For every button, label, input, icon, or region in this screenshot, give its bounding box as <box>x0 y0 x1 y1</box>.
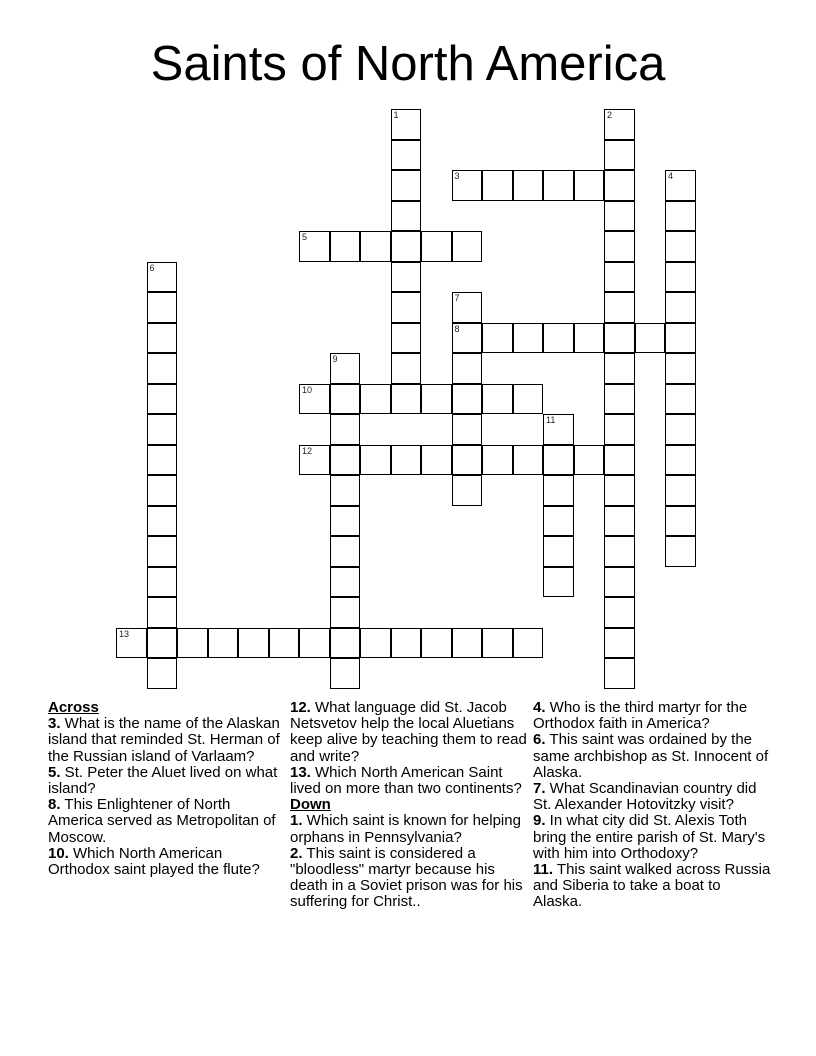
grid-cell[interactable] <box>360 384 391 415</box>
grid-cell[interactable] <box>482 628 513 659</box>
clue-number-label: 8 <box>454 323 460 334</box>
clue-across-13 <box>290 765 530 797</box>
grid-cell[interactable] <box>330 445 361 476</box>
grid-cell[interactable] <box>147 262 178 293</box>
grid-cell[interactable] <box>299 628 330 659</box>
grid-cell[interactable] <box>665 384 696 415</box>
grid-cell[interactable] <box>452 170 483 201</box>
grid-cell[interactable] <box>330 353 361 384</box>
grid-cell[interactable] <box>513 384 544 415</box>
grid-cell[interactable] <box>452 384 483 415</box>
grid-cell[interactable] <box>147 658 178 689</box>
clue-text: St. Peter the Aluet lived on what island? <box>48 763 278 798</box>
grid-cell[interactable] <box>604 231 635 262</box>
clue-text: What Scandinavian country did St. Alexander Hotovitzky visit? <box>533 780 757 814</box>
grid-cell[interactable] <box>604 384 635 415</box>
grid-cell[interactable] <box>360 231 391 262</box>
grid-cell[interactable] <box>147 414 178 445</box>
grid-cell[interactable] <box>330 475 361 506</box>
clue-number: 10. <box>48 844 69 862</box>
clue-number: 7. <box>533 780 546 798</box>
grid-cell[interactable] <box>665 323 696 354</box>
grid-cell[interactable] <box>604 567 635 598</box>
grid-cell[interactable] <box>665 475 696 506</box>
puzzle-title: Saints of North America <box>150 37 666 91</box>
grid-cell[interactable] <box>452 445 483 476</box>
grid-cell[interactable] <box>391 353 422 384</box>
grid-cell[interactable] <box>391 628 422 659</box>
grid-cell[interactable] <box>421 384 452 415</box>
grid-cell[interactable] <box>543 170 574 201</box>
grid-cell[interactable] <box>452 231 483 262</box>
clue-down-11 <box>533 862 773 911</box>
grid-cell[interactable] <box>299 384 330 415</box>
grid-cell[interactable] <box>543 475 574 506</box>
grid-cell[interactable] <box>635 323 666 354</box>
clue-number: 1. <box>290 812 303 830</box>
across-heading: Across <box>48 699 99 716</box>
grid-cell[interactable] <box>665 170 696 201</box>
clue-number: 4. <box>533 699 546 716</box>
grid-cell[interactable] <box>299 231 330 262</box>
grid-cell[interactable] <box>604 170 635 201</box>
grid-cell[interactable] <box>299 445 330 476</box>
grid-cell[interactable] <box>238 628 269 659</box>
grid-cell[interactable] <box>604 140 635 171</box>
grid-cell[interactable] <box>665 536 696 567</box>
grid-cell[interactable] <box>330 506 361 537</box>
clue-number-label: 12 <box>302 445 313 456</box>
grid-cell[interactable] <box>665 353 696 384</box>
clue-number: 5. <box>48 763 61 781</box>
grid-cell[interactable] <box>543 323 574 354</box>
clue-text: Who is the third martyr for the Orthodox faith in America? <box>533 699 748 733</box>
grid-cell[interactable] <box>604 414 635 445</box>
grid-cell[interactable] <box>604 628 635 659</box>
grid-cell[interactable] <box>452 475 483 506</box>
grid-cell[interactable] <box>421 231 452 262</box>
grid-cell[interactable] <box>604 201 635 232</box>
grid-cell[interactable] <box>147 384 178 415</box>
grid-cell[interactable] <box>452 628 483 659</box>
grid-cell[interactable] <box>330 414 361 445</box>
grid-cell[interactable] <box>574 445 605 476</box>
clue-number: 2. <box>290 844 303 862</box>
clue-number-label: 7 <box>454 293 460 303</box>
clue-text: This saint was ordained by the same archbishop as St. Innocent of Alaska. <box>533 731 769 781</box>
grid-cell[interactable] <box>604 109 635 140</box>
clue-across-10 <box>48 846 288 878</box>
clue-text: Which North American Saint lived on more than two continents? <box>290 763 522 798</box>
grid-cell[interactable] <box>147 567 178 598</box>
clue-text: Which saint is known for helping orphans in Pennsylvania? <box>290 812 521 846</box>
grid-cell[interactable] <box>604 353 635 384</box>
grid-cell[interactable] <box>330 658 361 689</box>
clue-number: 3. <box>48 715 61 733</box>
grid-cell[interactable] <box>147 353 178 384</box>
grid-cell[interactable] <box>604 262 635 293</box>
clue-number-label: 11 <box>546 415 556 425</box>
clue-number: 13. <box>290 763 311 781</box>
clue-number-label: 2 <box>607 110 613 120</box>
grid-cell[interactable] <box>330 384 361 415</box>
down-heading: Down <box>290 796 331 814</box>
grid-cell[interactable] <box>269 628 300 659</box>
clue-number: 8. <box>48 796 61 814</box>
clue-number-label: 3 <box>454 171 460 181</box>
grid-cell[interactable] <box>208 628 239 659</box>
grid-cell[interactable] <box>147 628 178 659</box>
clue-across-5 <box>48 765 288 797</box>
grid-cell[interactable] <box>513 445 544 476</box>
clue-number-label: 1 <box>393 110 399 120</box>
grid-cell[interactable] <box>452 292 483 323</box>
grid-cell[interactable] <box>421 628 452 659</box>
clue-text: In what city did St. Alexis Toth bring the entire parish of St. Mary's with him into Orthodoxy? <box>533 812 766 862</box>
grid-cell[interactable] <box>452 353 483 384</box>
grid-cell[interactable] <box>330 628 361 659</box>
grid-cell[interactable] <box>513 170 544 201</box>
grid-cell[interactable] <box>147 445 178 476</box>
clue-number-label: 13 <box>119 628 130 639</box>
grid-cell[interactable] <box>330 597 361 628</box>
grid-cell[interactable] <box>604 506 635 537</box>
grid-cell[interactable] <box>147 292 178 323</box>
clue-across-3 <box>48 716 288 765</box>
grid-cell[interactable] <box>391 323 422 354</box>
grid-cell[interactable] <box>452 323 483 354</box>
grid-cell[interactable] <box>391 109 422 140</box>
grid-cell[interactable] <box>543 445 574 476</box>
clue-column-3 <box>533 700 773 911</box>
grid-cell[interactable] <box>391 445 422 476</box>
clue-number-label: 9 <box>332 354 338 364</box>
grid-cell[interactable] <box>147 475 178 506</box>
grid-cell[interactable] <box>574 323 605 354</box>
grid-cell[interactable] <box>147 506 178 537</box>
clue-number-label: 10 <box>302 384 313 395</box>
grid-cell[interactable] <box>421 445 452 476</box>
clue-number-label: 6 <box>149 262 155 273</box>
grid-cell[interactable] <box>391 201 422 232</box>
grid-cell[interactable] <box>604 292 635 323</box>
clue-number: 11. <box>533 861 554 879</box>
grid-cell[interactable] <box>665 414 696 445</box>
grid-cell[interactable] <box>391 292 422 323</box>
grid-cell[interactable] <box>482 445 513 476</box>
grid-cell[interactable] <box>543 567 574 598</box>
grid-cell[interactable] <box>604 475 635 506</box>
grid-cell[interactable] <box>665 231 696 262</box>
grid-cell[interactable] <box>360 445 391 476</box>
clue-down-2 <box>290 846 530 911</box>
clue-number-label: 5 <box>302 232 308 242</box>
grid-cell[interactable] <box>391 262 422 293</box>
grid-cell[interactable] <box>177 628 208 659</box>
clue-number-label: 4 <box>668 171 674 181</box>
grid-cell[interactable] <box>604 536 635 567</box>
clue-text: This saint is considered a "bloodless" martyr because his death in a Soviet prison was for his suffering for Christ.. <box>290 844 523 911</box>
clue-across-8 <box>48 797 288 846</box>
grid-cell[interactable] <box>482 384 513 415</box>
clue-text: What is the name of the Alaskan island that reminded St. Herman of the Russian island of Varlaam? <box>48 715 280 765</box>
grid-cell[interactable] <box>147 323 178 354</box>
clue-column-1 <box>48 700 288 878</box>
grid-cell[interactable] <box>574 170 605 201</box>
grid-cell[interactable] <box>543 506 574 537</box>
grid-cell[interactable] <box>360 628 391 659</box>
clue-across-12 <box>290 700 530 765</box>
grid-cell[interactable] <box>330 536 361 567</box>
grid-cell[interactable] <box>391 231 422 262</box>
clue-column-2 <box>290 700 530 911</box>
clue-text: This Enlightener of North America served as Metropolitan of Moscow. <box>48 796 276 846</box>
clue-down-7 <box>533 781 773 813</box>
grid-cell[interactable] <box>330 231 361 262</box>
grid-cell[interactable] <box>604 445 635 476</box>
clue-down-1 <box>290 813 530 845</box>
clue-down-6 <box>533 732 773 781</box>
clue-text: What language did St. Jacob Netsvetov help the local Aluetians keep alive by teaching them to read and write? <box>290 699 527 765</box>
grid-cell[interactable] <box>665 292 696 323</box>
grid-cell[interactable] <box>330 567 361 598</box>
grid-cell[interactable] <box>452 414 483 445</box>
grid-cell[interactable] <box>513 323 544 354</box>
grid-cell[interactable] <box>665 506 696 537</box>
grid-cell[interactable] <box>665 262 696 293</box>
grid-cell[interactable] <box>604 323 635 354</box>
grid-cell[interactable] <box>604 597 635 628</box>
grid-cell[interactable] <box>116 628 147 659</box>
clue-down-4 <box>533 700 773 732</box>
grid-cell[interactable] <box>604 658 635 689</box>
clue-down-9 <box>533 813 773 862</box>
grid-cell[interactable] <box>482 323 513 354</box>
grid-cell[interactable] <box>391 384 422 415</box>
grid-cell[interactable] <box>482 170 513 201</box>
grid-cell[interactable] <box>665 201 696 232</box>
grid-cell[interactable] <box>147 597 178 628</box>
grid-cell[interactable] <box>665 445 696 476</box>
grid-cell[interactable] <box>543 414 574 445</box>
clue-number: 6. <box>533 731 546 749</box>
grid-cell[interactable] <box>543 536 574 567</box>
grid-cell[interactable] <box>391 170 422 201</box>
clue-text: This saint walked across Russia and Siberia to take a boat to Alaska. <box>533 861 771 911</box>
clue-number: 12. <box>290 699 311 716</box>
grid-cell[interactable] <box>147 536 178 567</box>
grid-cell[interactable] <box>391 140 422 171</box>
clue-text: Which North American Orthodox saint played the flute? <box>48 844 260 879</box>
grid-cell[interactable] <box>513 628 544 659</box>
clue-number: 9. <box>533 812 546 830</box>
